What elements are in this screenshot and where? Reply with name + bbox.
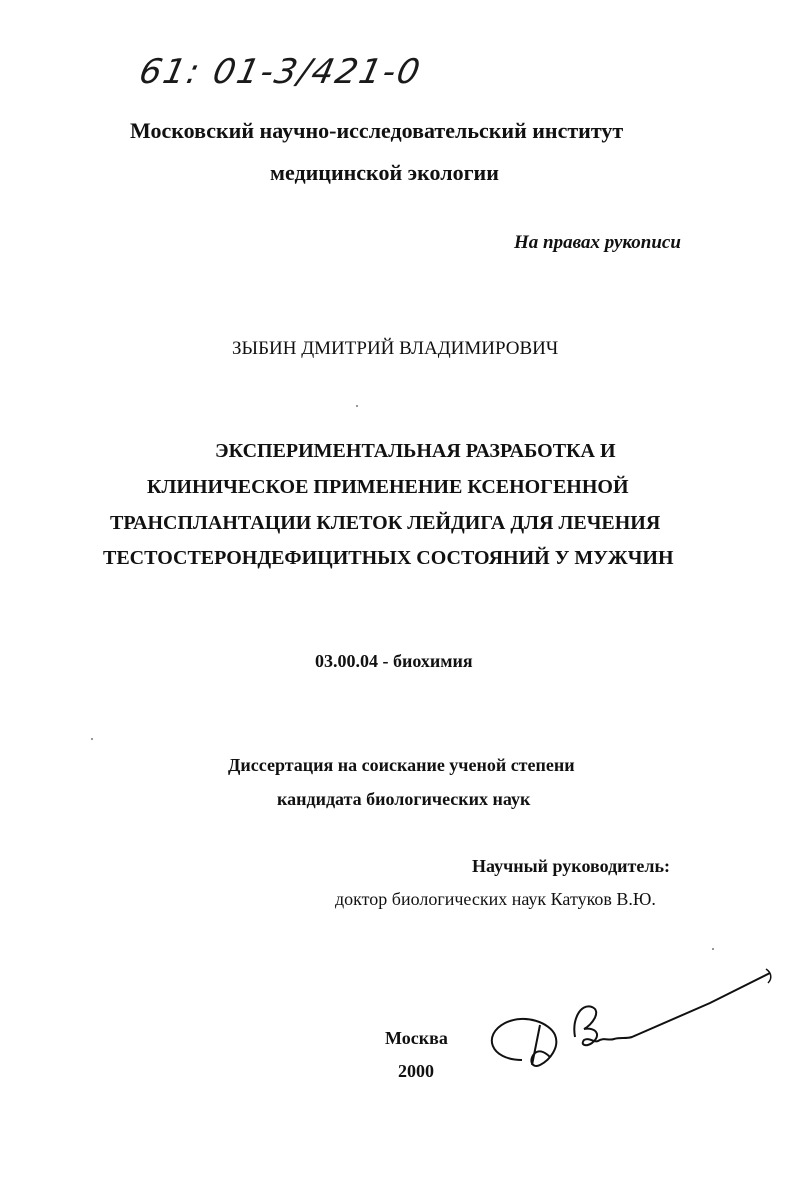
scan-speck — [91, 738, 93, 740]
signature-icon — [480, 965, 780, 1075]
rights-notice: На правах рукописи — [514, 232, 681, 253]
title-line: ТРАНСПЛАНТАЦИИ КЛЕТОК ЛЕЙДИГА ДЛЯ ЛЕЧЕНИЯ — [110, 512, 661, 534]
title-line: ТЕСТОСТЕРОНДЕФИЦИТНЫХ СОСТОЯНИЙ У МУЖЧИН — [103, 547, 674, 569]
advisor-label: Научный руководитель: — [472, 856, 670, 876]
year: 2000 — [398, 1061, 434, 1081]
institute-name-line1: Московский научно-исследовательский институт — [130, 118, 624, 143]
scan-speck — [712, 948, 714, 950]
title-line: ЭКСПЕРИМЕНТАЛЬНАЯ РАЗРАБОТКА И — [215, 440, 616, 462]
specialty-code: 03.00.04 - биохимия — [315, 651, 473, 671]
degree-line1: Диссертация на соискание ученой степени — [228, 755, 575, 775]
institute-name-line2: медицинской экологии — [270, 160, 499, 185]
advisor-name: доктор биологических наук Катуков В.Ю. — [335, 889, 656, 909]
scan-speck — [356, 405, 358, 407]
title-line: КЛИНИЧЕСКОЕ ПРИМЕНЕНИЕ КСЕНОГЕННОЙ — [147, 476, 629, 498]
catalog-number-handwritten: 61: 01-3/421-0 — [135, 52, 426, 92]
author-name: ЗЫБИН ДМИТРИЙ ВЛАДИМИРОВИЧ — [232, 338, 559, 359]
city: Москва — [385, 1028, 448, 1048]
degree-line2: кандидата биологических наук — [277, 789, 531, 809]
